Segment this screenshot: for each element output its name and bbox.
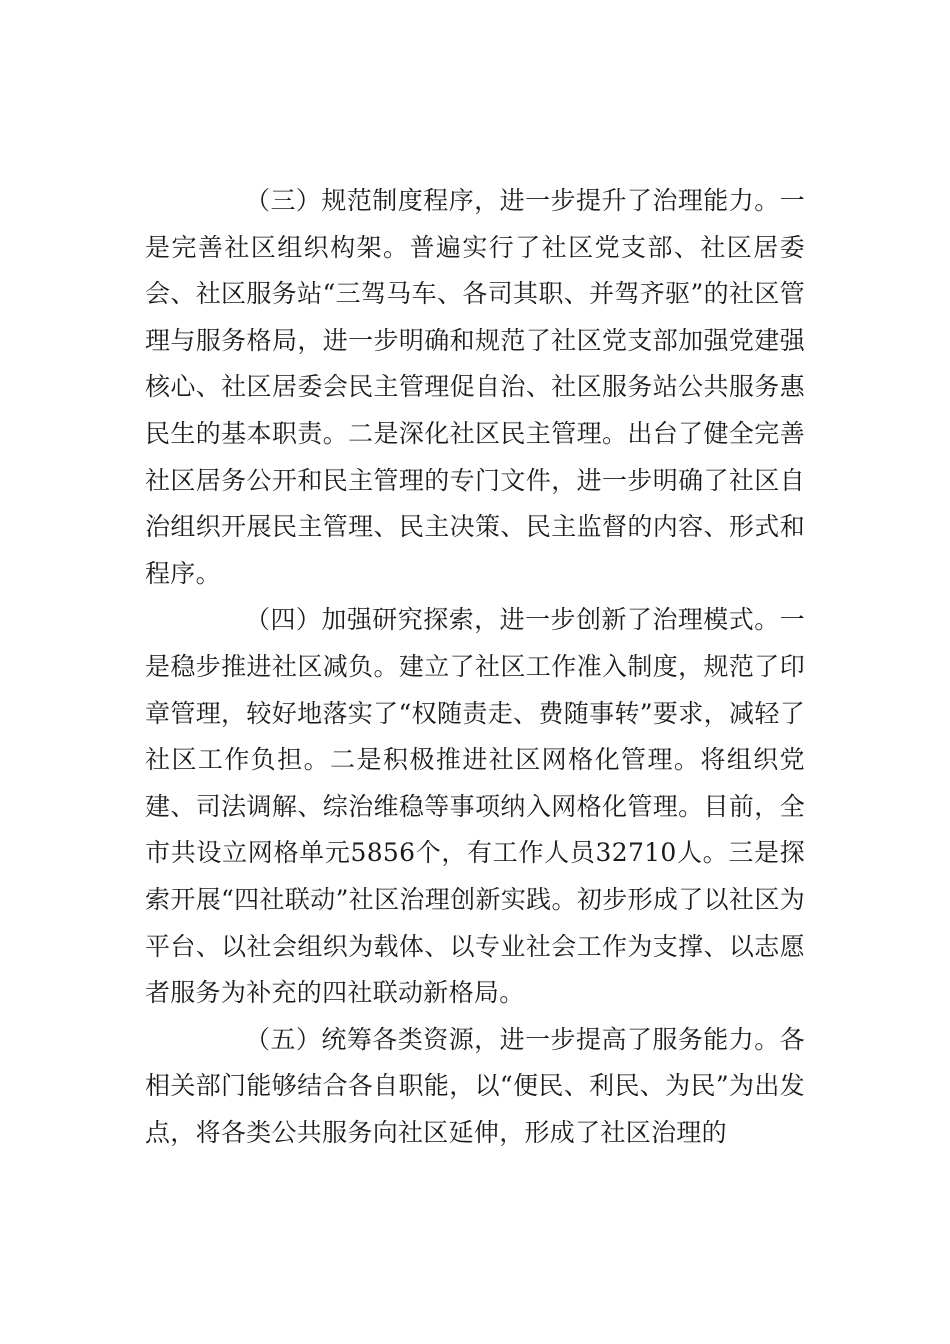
paragraph-section-four: （四）加强研究探索，进一步创新了治理模式。一是稳步推进社区减负。建立了社区工作准入制度，规范了印章管理，较好地落实了“权随责走、费随事转”要求，减轻了社区工作负担。二是积极推进社区网格化管理。将组织党建、司法调解、综治维稳等事项纳入网格化管理。目前，全市共设立网格单元5856个，有工作人员32710人。三是探索开展“四社联动”社区治理创新实践。初步形成了以社区为平台、以社会组织为载体、以专业社会工作为支撑、以志愿者服务为补充的四社联动新格局。 (145, 605, 805, 1008)
paragraph-section-three: （三）规范制度程序，进一步提升了治理能力。一是完善社区组织构架。普遍实行了社区党支部、社区居委会、社区服务站“三驾马车、各司其职、并驾齐驱”的社区管理与服务格局，进一步明确和规范了社区党支部加强党建强核心、社区居委会民主管理促自治、社区服务站公共服务惠民生的基本职责。二是深化社区民主管理。出台了健全完善社区居务公开和民主管理的专门文件，进一步明确了社区自治组织开展民主管理、民主决策、民主监督的内容、形式和程序。 (145, 186, 805, 588)
document-body (145, 178, 805, 1156)
paragraph-section-five: （五）统筹各类资源，进一步提高了服务能力。各相关部门能够结合各自职能，以“便民、利民、为民”为出发点，将各类公共服务向社区延伸，形成了社区治理的 (145, 1024, 805, 1147)
